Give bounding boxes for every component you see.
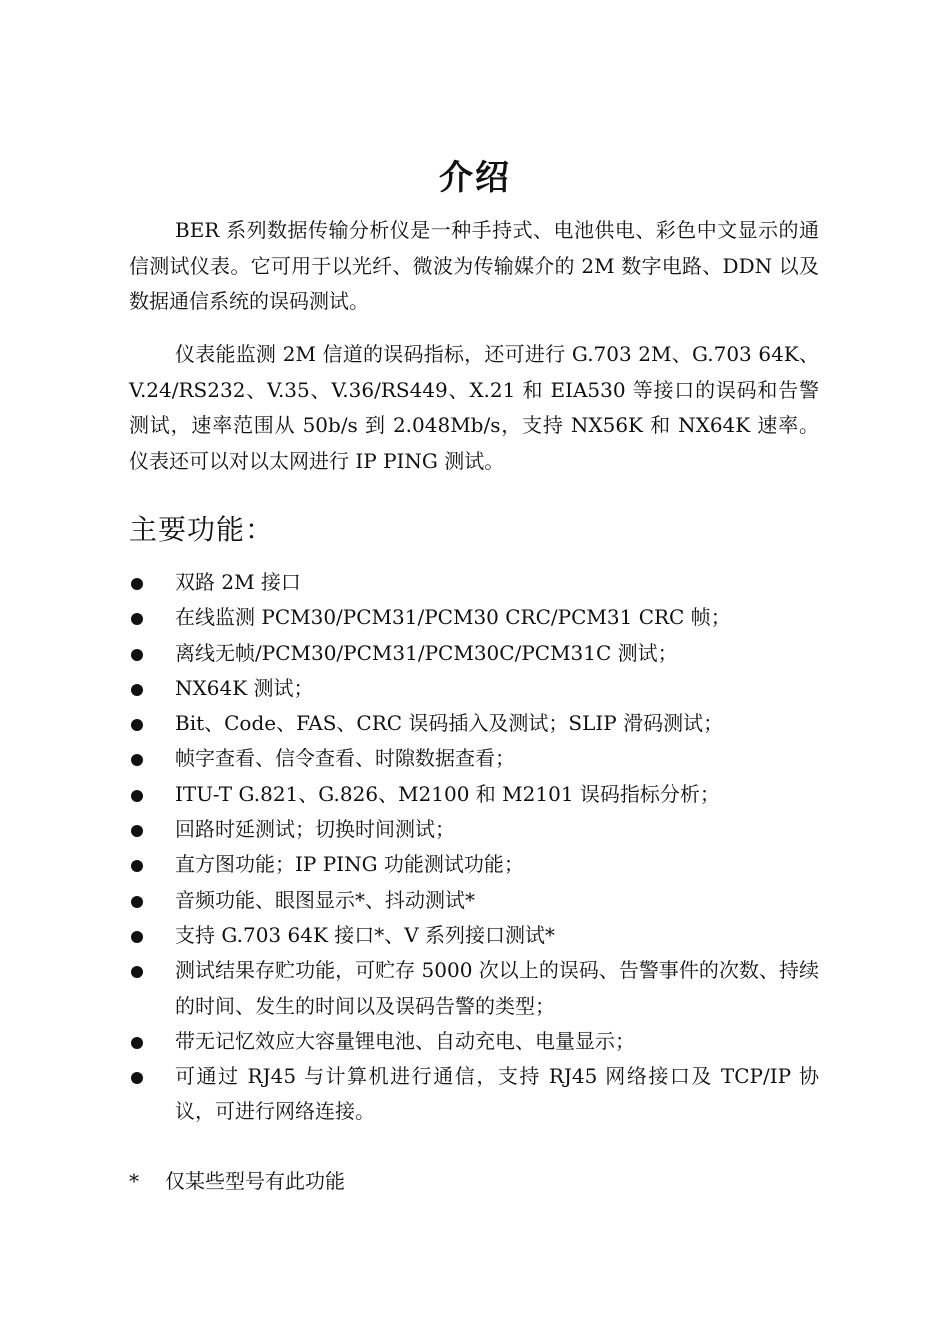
feature-item [129, 918, 819, 953]
feature-text: 测试结果存贮功能，可贮存 5000 次以上的误码、告警事件的次数、持续的时间、发生的时间以及误码告警的类型； [175, 958, 819, 1018]
feature-item [129, 671, 819, 706]
bullet-icon [131, 931, 143, 943]
feature-item [129, 777, 819, 812]
feature-text: 带无记忆效应大容量锂电池、自动充电、电量显示； [175, 1028, 635, 1053]
feature-item [129, 600, 819, 635]
feature-text: Bit、Code、FAS、CRC 误码插入及测试；SLIP 滑码测试； [175, 711, 724, 736]
feature-list [129, 565, 819, 1130]
feature-item [129, 953, 819, 1024]
bullet-icon [131, 719, 143, 731]
bullet-icon [131, 790, 143, 802]
feature-text: 在线监测 PCM30/PCM31/PCM30 CRC/PCM31 CRC 帧； [175, 605, 731, 630]
feature-text: 帧字查看、信令查看、时隙数据查看； [175, 746, 515, 771]
bullet-icon [131, 684, 143, 696]
feature-text: 音频功能、眼图显示*、抖动测试* [175, 887, 475, 912]
feature-text: 支持 G.703 64K 接口*、V 系列接口测试* [175, 922, 556, 947]
feature-item [129, 636, 819, 671]
footnote-marker: * [129, 1169, 139, 1193]
bullet-icon [131, 966, 143, 978]
bullet-icon [131, 649, 143, 661]
bullet-icon [131, 613, 143, 625]
page-title: 介绍 [439, 158, 511, 198]
footnote-text: 仅某些型号有此功能 [165, 1169, 345, 1193]
feature-text: ITU-T G.821、G.826、M2100 和 M2101 误码指标分析； [175, 781, 720, 806]
footnote [129, 1164, 345, 1199]
bullet-icon [131, 1037, 143, 1049]
feature-item [129, 565, 819, 600]
feature-item [129, 812, 819, 847]
feature-item [129, 883, 819, 918]
bullet-icon [131, 1072, 143, 1084]
feature-text: NX64K 测试； [175, 675, 314, 700]
feature-text: 双路 2M 接口 [175, 570, 301, 594]
bullet-icon [131, 860, 143, 872]
intro-paragraph-2: 仪表能监测 2M 信道的误码指标，还可进行 G.703 2M、G.703 64K、V.24/RS232、V.35、V.36/RS449、X.21 和 EIA530 等接口的误码和告警测试，速率范围从 50b/s 到 2.048Mb/s，支持 NX56K 和 NX64K 速率。仪表还可以对以太网进行 IP PING 测试。 [129, 342, 819, 473]
feature-text: 可通过 RJ45 与计算机进行通信，支持 RJ45 网络接口及 TCP/IP 协议，可进行网络连接。 [175, 1064, 819, 1124]
feature-item [129, 847, 819, 882]
feature-item [129, 706, 819, 741]
features-heading: 主要功能： [129, 513, 275, 546]
feature-item [129, 741, 819, 776]
feature-item [129, 1024, 819, 1059]
bullet-icon [131, 754, 143, 766]
feature-text: 离线无帧/PCM30/PCM31/PCM30C/PCM31C 测试； [175, 640, 678, 665]
bullet-icon [131, 825, 143, 837]
feature-text: 直方图功能；IP PING 功能测试功能； [175, 852, 524, 877]
intro-paragraph-1: BER 系列数据传输分析仪是一种手持式、电池供电、彩色中文显示的通信测试仪表。它可用于以光纤、微波为传输媒介的 2M 数字电路、DDN 以及数据通信系统的误码测试。 [129, 218, 819, 313]
bullet-icon [131, 896, 143, 908]
feature-item [129, 1059, 819, 1130]
bullet-icon [131, 578, 143, 590]
feature-text: 回路时延测试；切换时间测试； [175, 817, 455, 842]
